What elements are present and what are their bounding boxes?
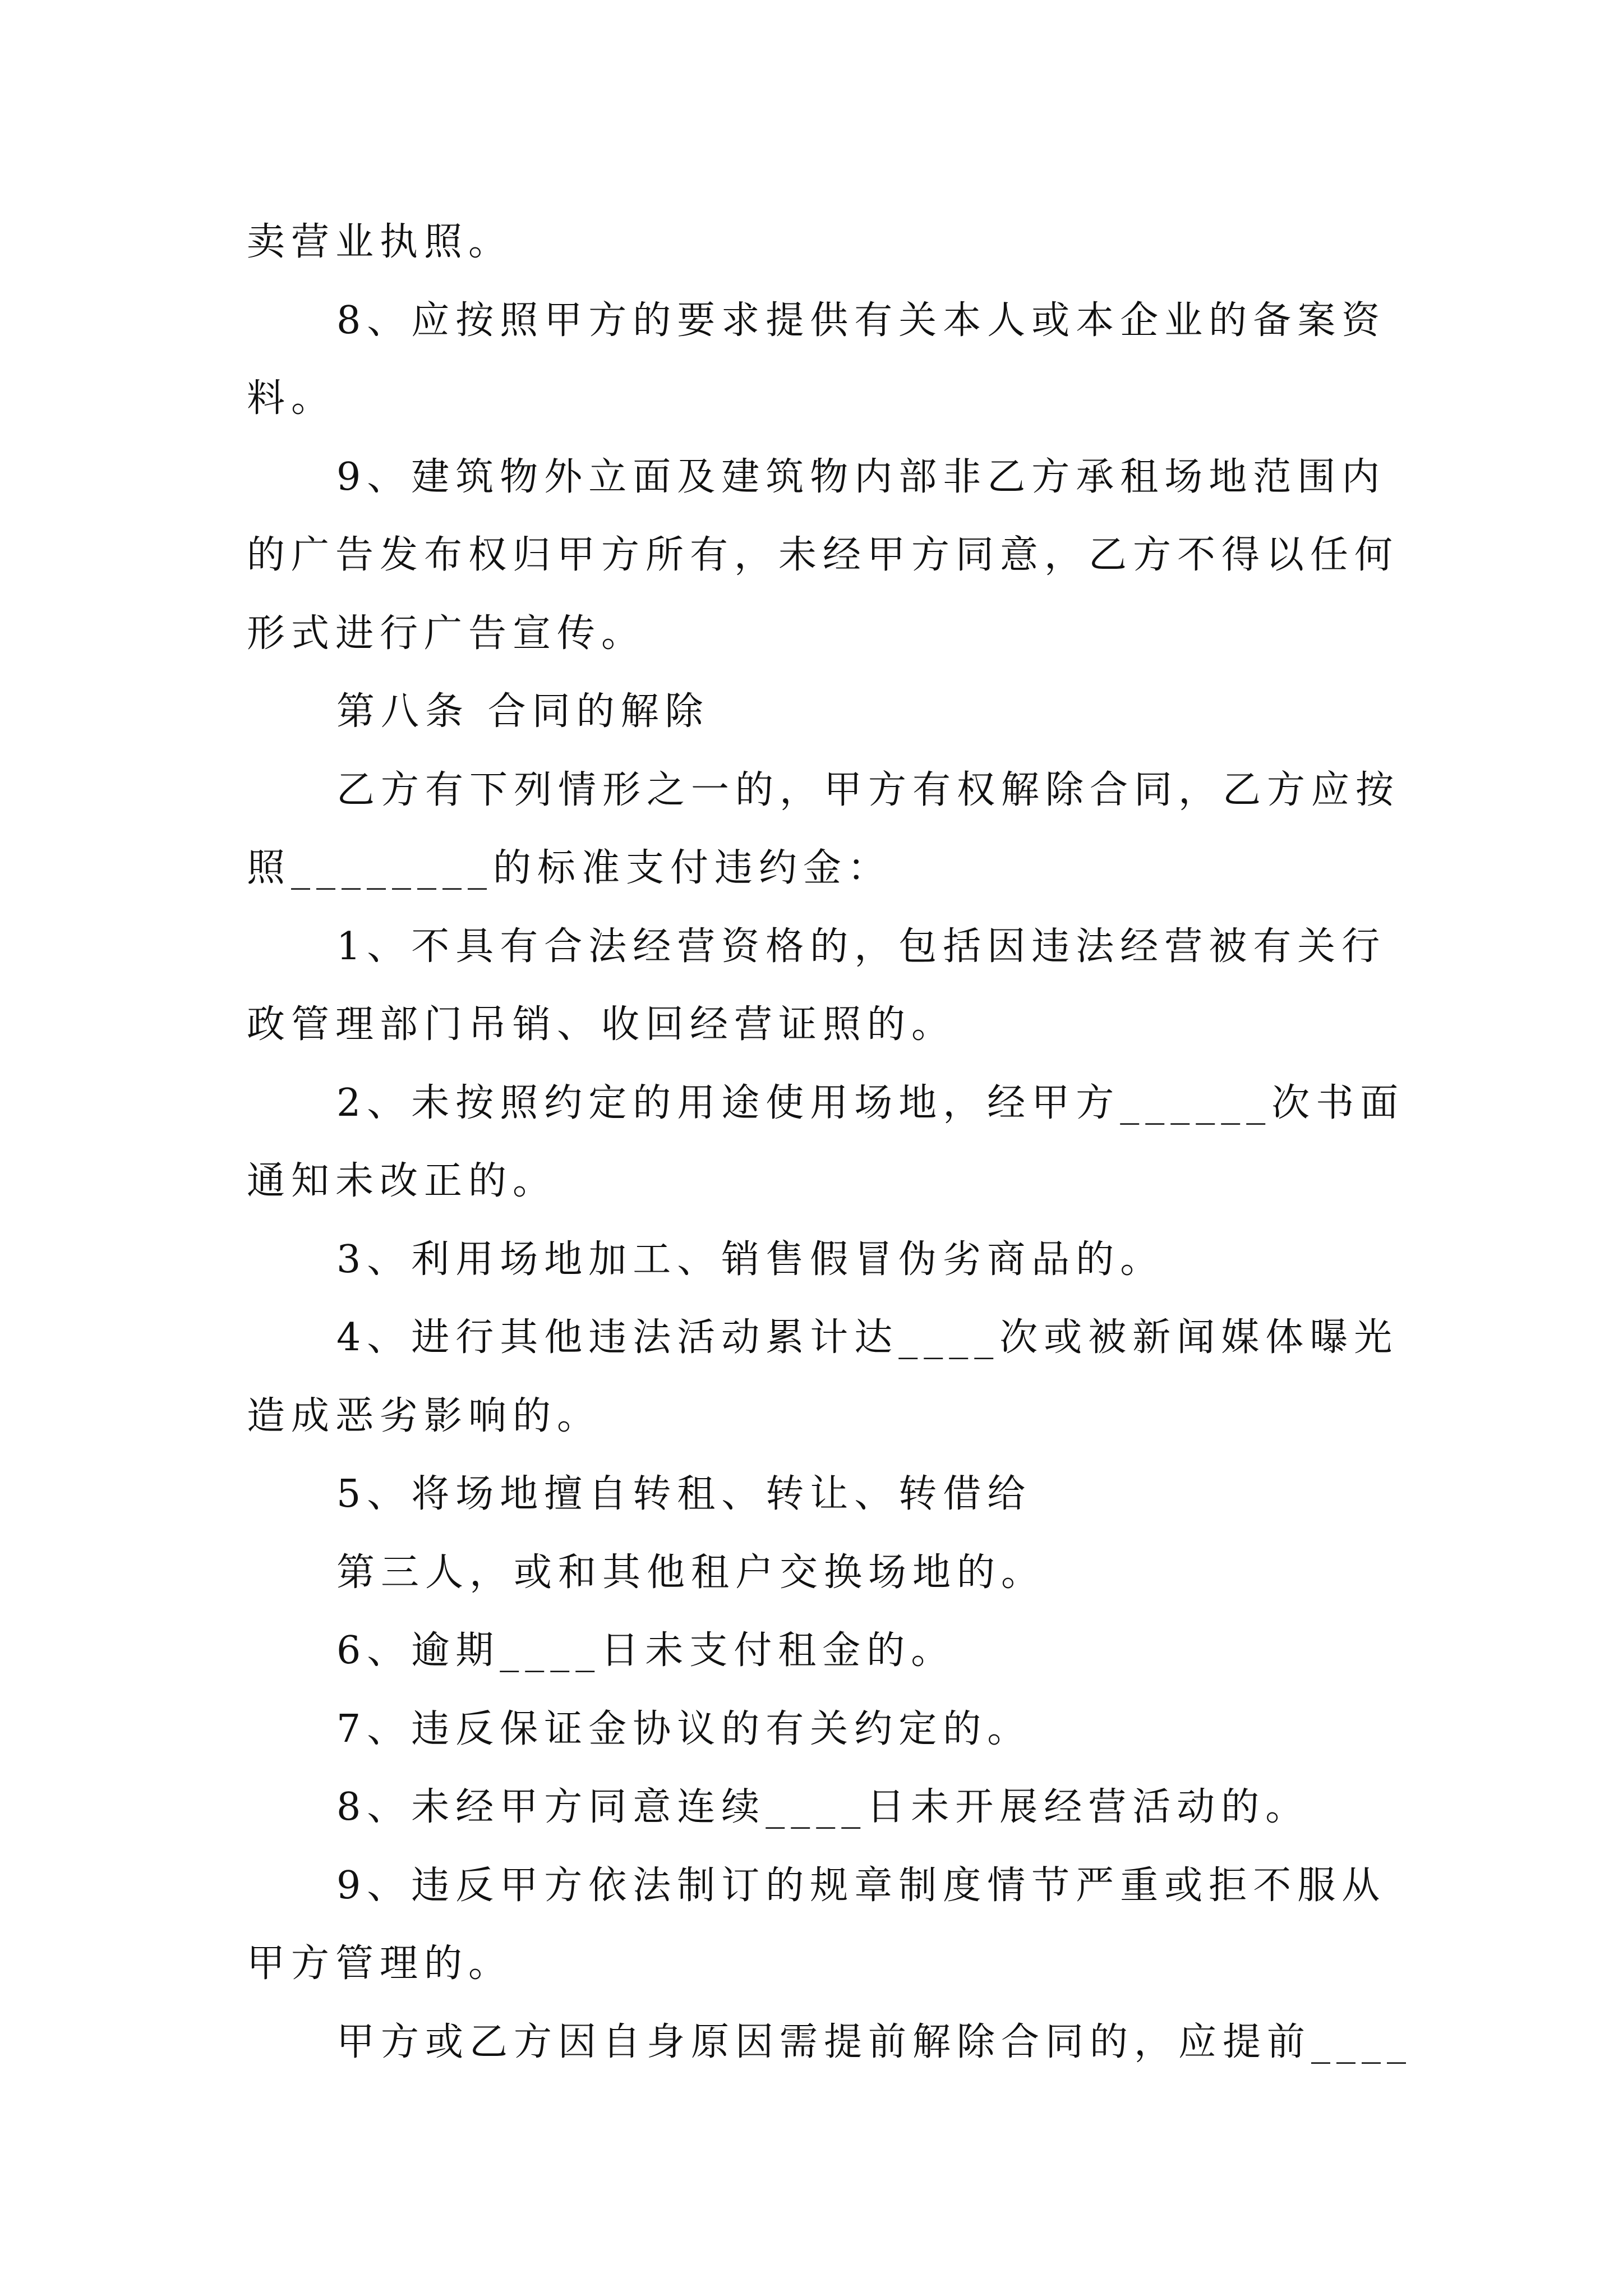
text-line: 1、不具有合法经营资格的，包括因违法经营被有关行 <box>336 924 1386 969</box>
text-line: 第三人，或和其他租户交换场地的。 <box>336 1550 1046 1595</box>
text-line: 9、违反甲方依法制订的规章制度情节严重或拒不服从 <box>336 1864 1386 1908</box>
text-line: 6、逾期____日未支付租金的。 <box>336 1628 956 1673</box>
text-line: 7、违反保证金协议的有关约定的。 <box>336 1707 1032 1751</box>
text-line: 造成恶劣影响的。 <box>247 1394 602 1438</box>
text-line: 3、利用场地加工、销售假冒伪劣商品的。 <box>336 1237 1165 1282</box>
text-line: 政管理部门吊销、收回经营证照的。 <box>247 1002 956 1047</box>
text-line: 照________的标准支付违约金： <box>247 846 892 890</box>
text-line: 9、建筑物外立面及建筑物内部非乙方承租场地范围内 <box>336 455 1386 499</box>
text-line: 形式进行广告宣传。 <box>247 611 646 656</box>
text-line: 的广告发布权归甲方所有，未经甲方同意，乙方不得以任何 <box>247 533 1399 577</box>
text-line: 乙方有下列情形之一的，甲方有权解除合同，乙方应按 <box>336 768 1400 812</box>
text-line: 4、进行其他违法活动累计达____次或被新闻媒体曝光 <box>336 1315 1399 1360</box>
text-line: 料。 <box>247 376 336 421</box>
text-line: 卖营业执照。 <box>247 220 513 264</box>
text-line: 8、未经甲方同意连续____日未开展经营活动的。 <box>336 1785 1310 1829</box>
text-line: 甲方或乙方因自身原因需提前解除合同的，应提前____ <box>336 2020 1413 2064</box>
text-line: 5、将场地擅自转租、转让、转借给 <box>336 1472 1032 1516</box>
text-line: 8、应按照甲方的要求提供有关本人或本企业的备案资 <box>336 298 1386 343</box>
section-heading: 第八条 合同的解除 <box>336 689 709 734</box>
text-line: 2、未按照约定的用途使用场地，经甲方______次书面 <box>336 1081 1405 1125</box>
text-line: 通知未改正的。 <box>247 1159 557 1203</box>
text-line: 甲方管理的。 <box>247 1941 513 1986</box>
